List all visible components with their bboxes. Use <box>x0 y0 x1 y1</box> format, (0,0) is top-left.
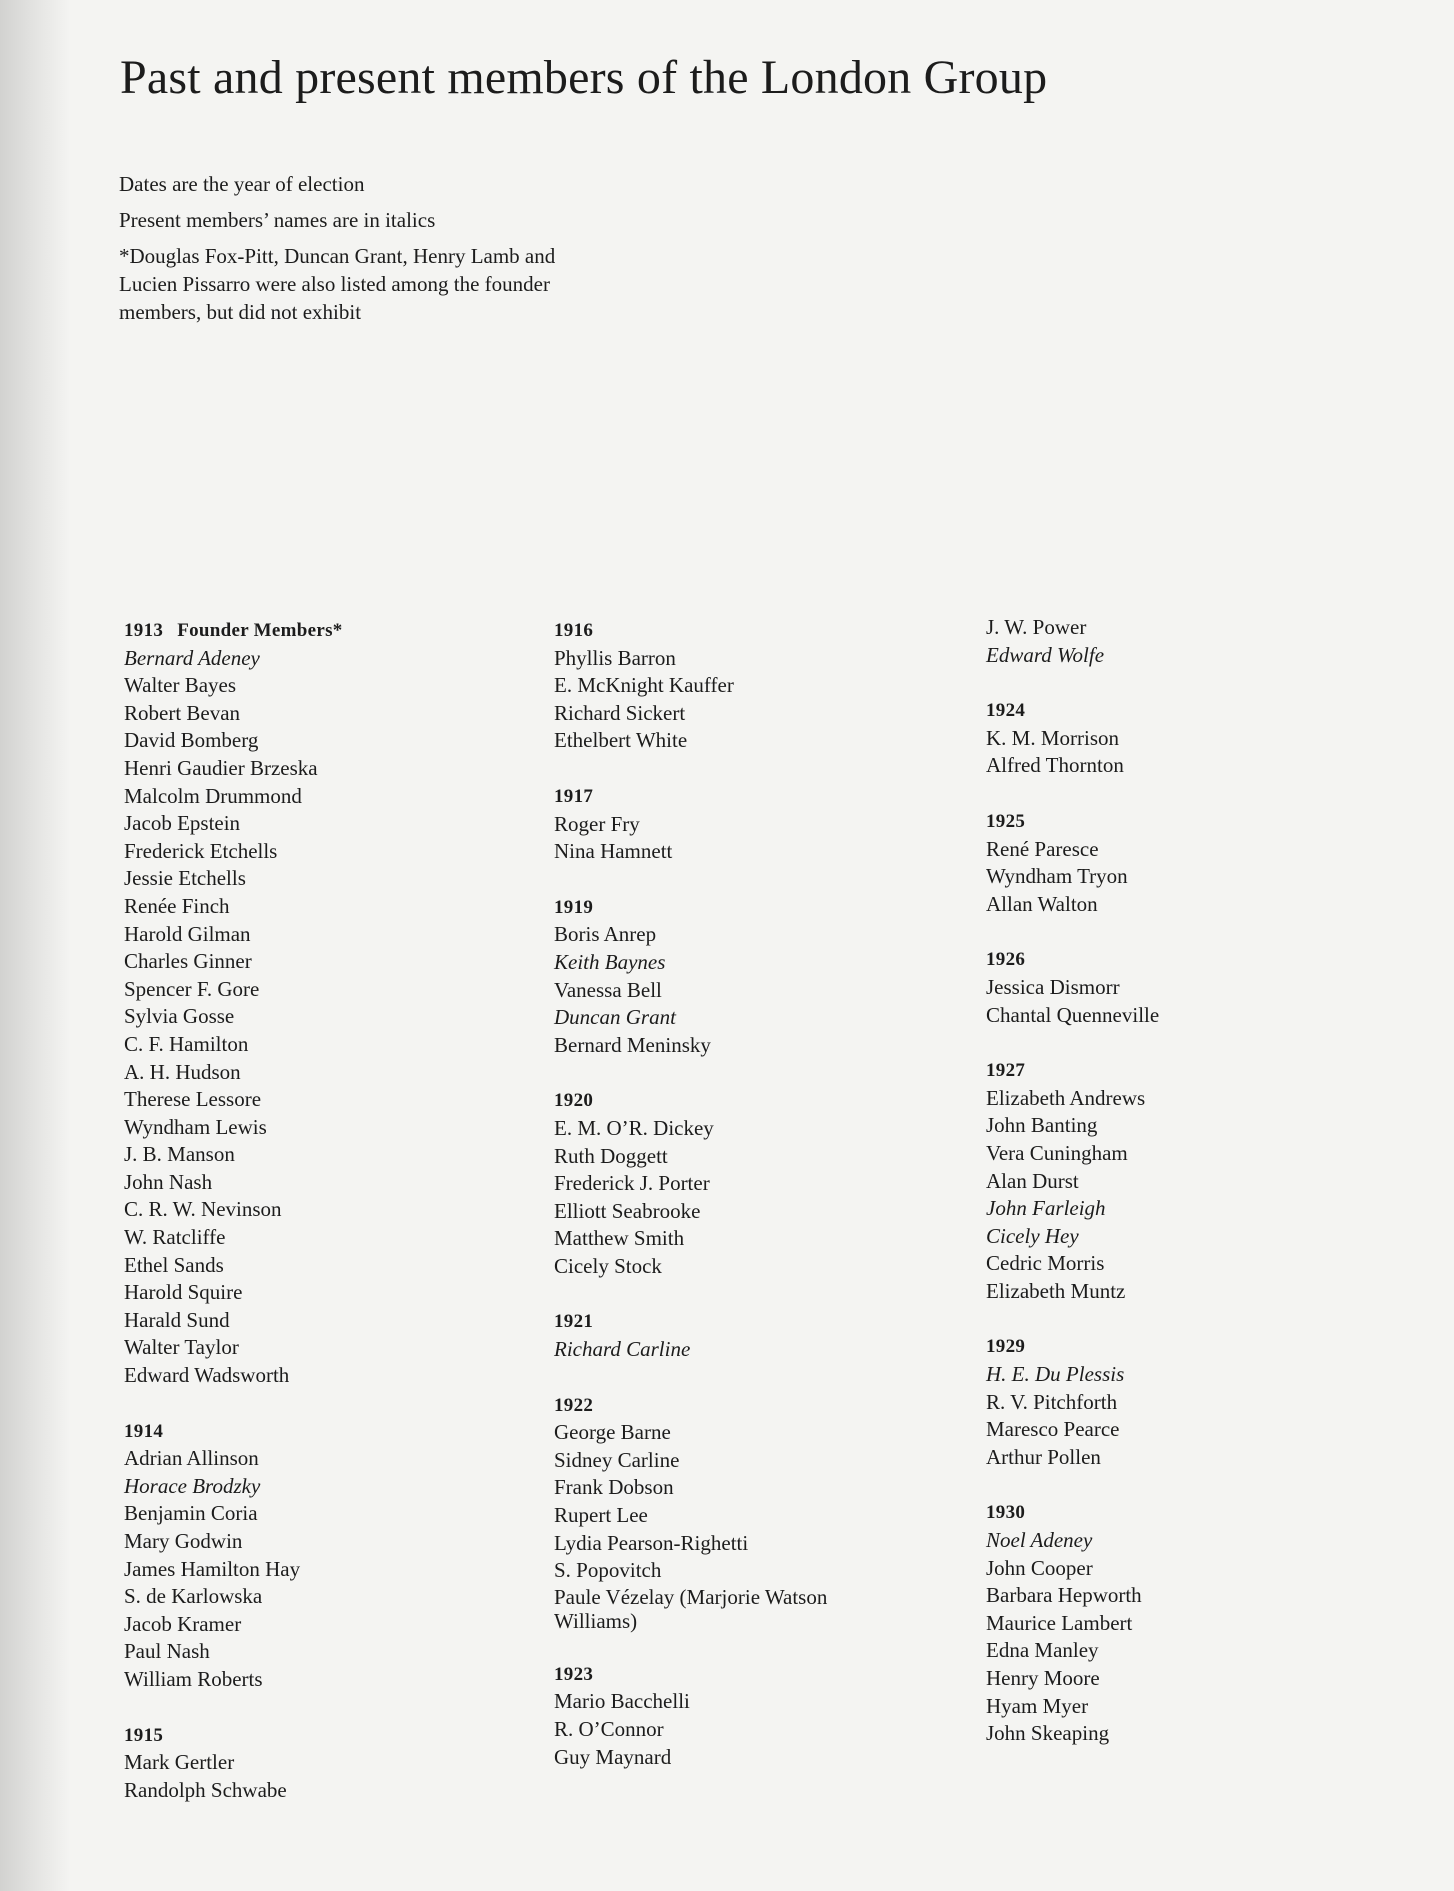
member-name: Ethelbert White <box>554 728 688 753</box>
member-name: Adrian Allinson <box>124 1446 259 1471</box>
member-name: Richard Sickert <box>554 700 686 725</box>
member-name: Lydia Pearson-Righetti <box>554 1530 749 1555</box>
member-name: C. R. W. Nevinson <box>124 1197 282 1222</box>
member-name: Sidney Carline <box>554 1447 680 1472</box>
member-name: Sylvia Gosse <box>124 1004 235 1029</box>
year-heading <box>124 1417 343 1446</box>
member-name: H. E. Du Plessis <box>986 1362 1125 1387</box>
year-group <box>986 1498 1159 1747</box>
member-name: Benjamin Coria <box>124 1501 258 1526</box>
member-name: S. de Karlowska <box>124 1584 263 1609</box>
member-name: Jacob Epstein <box>124 811 241 836</box>
note-dates: Dates are the year of election <box>119 172 365 196</box>
member-name: John Banting <box>986 1113 1098 1138</box>
year-group <box>124 1417 343 1694</box>
notes-block <box>119 170 579 326</box>
member-name: John Skeaping <box>986 1721 1110 1746</box>
member-name: Barbara Hepworth <box>986 1583 1142 1608</box>
year-group <box>124 1721 343 1805</box>
year-heading <box>554 1086 894 1115</box>
member-name: Mario Bacchelli <box>554 1689 690 1714</box>
election-year: 1915 <box>124 1724 164 1746</box>
member-name: J. B. Manson <box>124 1142 235 1167</box>
member-name: Maurice Lambert <box>986 1610 1133 1635</box>
member-name: Therese Lessore <box>124 1087 262 1112</box>
member-name: E. M. O’R. Dickey <box>554 1115 714 1140</box>
member-name: Malcolm Drummond <box>124 783 302 808</box>
member-name: C. F. Hamilton <box>124 1031 249 1056</box>
member-name: William Roberts <box>124 1666 263 1691</box>
year-group <box>986 1332 1159 1471</box>
page-spine-shadow <box>0 0 70 1891</box>
member-name: Boris Anrep <box>554 922 657 947</box>
member-name: Randolph Schwabe <box>124 1777 287 1802</box>
member-name: Ethel Sands <box>124 1252 224 1277</box>
member-name: Paul Nash <box>124 1639 210 1664</box>
member-name: Harold Squire <box>124 1280 243 1305</box>
member-name: W. Ratcliffe <box>124 1225 226 1250</box>
members-column-2 <box>554 616 894 1798</box>
member-name: Elizabeth Andrews <box>986 1085 1146 1110</box>
year-group <box>554 616 894 755</box>
member-name: Allan Walton <box>986 891 1098 916</box>
note-italics: Present members’ names are in italics <box>119 208 436 232</box>
member-name: Vanessa Bell <box>554 977 662 1002</box>
member-name: Walter Bayes <box>124 673 237 698</box>
members-column-1 <box>124 616 343 1831</box>
year-heading <box>986 1332 1159 1361</box>
member-name: Keith Baynes <box>554 949 666 974</box>
year-heading <box>986 1056 1159 1085</box>
year-heading <box>554 1660 894 1689</box>
member-name: Cicely Hey <box>986 1223 1079 1248</box>
member-name: Cedric Morris <box>986 1251 1105 1276</box>
year-heading <box>554 893 894 922</box>
member-name: Bernard Meninsky <box>554 1032 711 1057</box>
member-name: Edward Wadsworth <box>124 1363 290 1388</box>
year-heading <box>554 782 894 811</box>
member-name: Elliott Seabrooke <box>554 1198 701 1223</box>
election-year: 1925 <box>986 810 1026 832</box>
year-heading <box>124 616 343 645</box>
member-name: Rupert Lee <box>554 1503 648 1528</box>
year-group <box>554 1086 894 1280</box>
member-name: Charles Ginner <box>124 949 252 974</box>
election-year: 1927 <box>986 1060 1026 1082</box>
year-group <box>986 696 1159 780</box>
member-name: J. W. Power <box>986 615 1087 639</box>
member-name: Roger Fry <box>554 811 640 836</box>
election-year: 1924 <box>986 700 1026 722</box>
election-year: 1926 <box>986 949 1026 971</box>
member-name: Spencer F. Gore <box>124 976 260 1001</box>
election-year: 1920 <box>554 1090 594 1112</box>
member-name: Horace Brodzky <box>124 1473 261 1498</box>
member-name: David Bomberg <box>124 728 259 753</box>
election-year: 1916 <box>554 620 594 641</box>
member-name: Edna Manley <box>986 1638 1099 1663</box>
member-name: Renée Finch <box>124 893 230 918</box>
member-name: John Nash <box>124 1169 213 1194</box>
year-heading <box>986 807 1159 836</box>
member-name: René Paresce <box>986 836 1099 861</box>
member-name: Frederick Etchells <box>124 838 278 863</box>
year-group <box>124 616 343 1390</box>
members-column-3 <box>986 614 1159 1775</box>
member-name: Edward Wolfe <box>986 642 1105 667</box>
election-year: 1921 <box>554 1311 594 1333</box>
member-name: Alfred Thornton <box>986 753 1124 778</box>
member-name: Mark Gertler <box>124 1750 235 1775</box>
election-year: 1929 <box>986 1336 1026 1358</box>
member-name: Wyndham Tryon <box>986 864 1128 889</box>
year-group <box>554 782 894 866</box>
year-group <box>986 807 1159 918</box>
member-name: John Farleigh <box>986 1196 1106 1221</box>
year-heading <box>986 1498 1159 1527</box>
year-heading <box>986 945 1159 974</box>
member-name: Bernard Adeney <box>124 645 260 670</box>
member-name: Henri Gaudier Brzeska <box>124 755 318 780</box>
year-group <box>554 1391 894 1633</box>
member-name: E. McKnight Kauffer <box>554 673 734 698</box>
member-name: Noel Adeney <box>986 1528 1093 1553</box>
year-group <box>986 614 1159 669</box>
member-name: Harald Sund <box>124 1307 230 1332</box>
member-name: Frederick J. Porter <box>554 1171 710 1196</box>
election-year: 1922 <box>554 1394 594 1416</box>
member-name: Matthew Smith <box>554 1226 685 1251</box>
member-name: Arthur Pollen <box>986 1444 1101 1469</box>
member-name: Vera Cuningham <box>986 1140 1128 1165</box>
page-title: Past and present members of the London Group <box>120 51 1048 104</box>
year-heading <box>124 1721 343 1750</box>
member-name: Maresco Pearce <box>986 1417 1120 1442</box>
member-name: Ruth Doggett <box>554 1143 668 1168</box>
election-year: 1914 <box>124 1420 164 1442</box>
member-name: Jessica Dismorr <box>986 974 1120 999</box>
member-name: Wyndham Lewis <box>124 1114 267 1139</box>
member-name: Jessie Etchells <box>124 866 246 891</box>
year-group <box>554 1660 894 1771</box>
member-name: Jacob Kramer <box>124 1611 242 1636</box>
member-name: James Hamilton Hay <box>124 1556 301 1581</box>
member-name: Chantal Quenneville <box>986 1002 1160 1027</box>
member-name: Richard Carline <box>554 1337 691 1362</box>
note-founders: *Douglas Fox-Pitt, Duncan Grant, Henry Lamb and Lucien Pissarro were also listed among the founder members, but did not exhibit <box>119 244 556 324</box>
year-heading <box>554 1391 894 1420</box>
member-name: Hyam Myer <box>986 1693 1089 1718</box>
year-heading <box>554 1307 894 1336</box>
member-name: Cicely Stock <box>554 1253 662 1278</box>
member-name: Alan Durst <box>986 1168 1079 1193</box>
member-name: R. V. Pitchforth <box>986 1389 1118 1414</box>
year-group <box>986 1056 1159 1305</box>
member-name: Nina Hamnett <box>554 839 673 864</box>
member-name: Walter Taylor <box>124 1335 239 1360</box>
election-year: 1913 <box>124 620 164 641</box>
member-name: Elizabeth Muntz <box>986 1278 1126 1303</box>
member-name: Duncan Grant <box>554 1005 676 1030</box>
member-name: Henry Moore <box>986 1666 1100 1690</box>
member-name: A. H. Hudson <box>124 1059 241 1084</box>
election-year: 1917 <box>554 785 594 807</box>
member-name: R. O’Connor <box>554 1717 664 1741</box>
member-name: Paule Vézelay (Marjorie Watson Williams) <box>554 1584 828 1633</box>
member-name: K. M. Morrison <box>986 725 1120 750</box>
member-name: Robert Bevan <box>124 700 241 725</box>
member-name: Phyllis Barron <box>554 645 676 670</box>
member-name: Harold Gilman <box>124 921 251 946</box>
member-name: Guy Maynard <box>554 1744 672 1769</box>
year-heading <box>554 616 894 645</box>
member-name: S. Popovitch <box>554 1558 662 1583</box>
founder-members-label: Founder Members* <box>177 620 343 641</box>
member-name: John Cooper <box>986 1555 1093 1580</box>
year-group <box>554 1307 894 1363</box>
election-year: 1930 <box>986 1502 1026 1524</box>
member-name: Frank Dobson <box>554 1475 674 1500</box>
election-year: 1923 <box>554 1663 594 1685</box>
year-group <box>986 945 1159 1029</box>
year-heading <box>986 696 1159 725</box>
election-year: 1919 <box>554 896 594 918</box>
member-name: Mary Godwin <box>124 1529 243 1553</box>
member-name: George Barne <box>554 1420 671 1445</box>
year-group <box>554 893 894 1060</box>
